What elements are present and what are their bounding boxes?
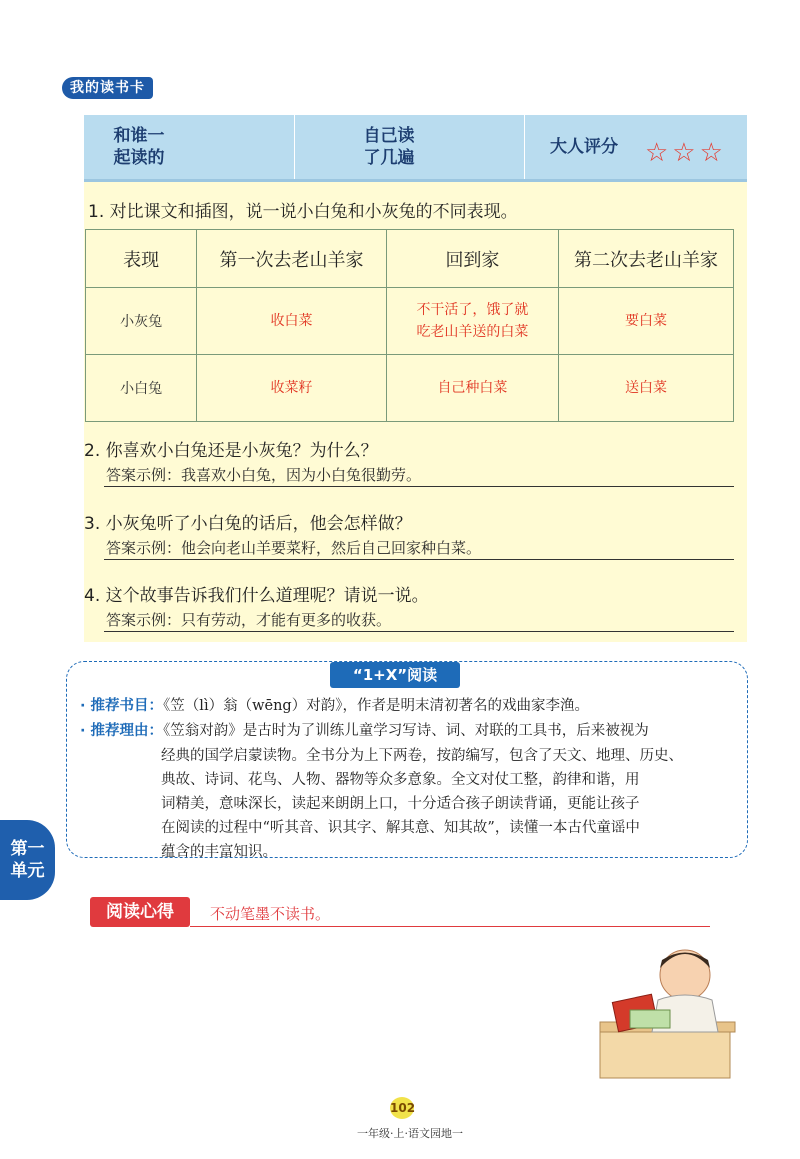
question-1: 1. 对比课文和插图，说一说小白兔和小灰兔的不同表现。 [88,202,518,222]
table-cell: 收白菜 [197,288,387,355]
reason-line [80,719,649,740]
table-cell: 送白菜 [559,355,734,422]
recommended-book [80,694,589,715]
row-label: 小灰兔 [86,288,197,355]
header-with-whom: 和谁一 起读的 [113,126,165,168]
reason-line: 词精美，意味深长，读起来朗朗上口，十分适合孩子朗读背诵，更能让孩子 [161,796,640,812]
book-label: · 推荐书目： [80,698,164,714]
answer-4: 答案示例：只有劳动，才能有更多的收获。 [106,611,392,629]
footer-caption: 一年级·上·语文园地一 [357,1127,463,1140]
table-header: 第一次去老山羊家 [197,230,387,288]
table-cell: 自己种白菜 [386,355,558,422]
rating-stars[interactable]: ☆☆☆ [645,138,727,168]
reading-notes-label: 阅读心得 [90,897,190,927]
table-header: 回到家 [386,230,558,288]
page-number: 102 [390,1097,414,1119]
answer-line [104,559,734,560]
table-cell: 收菜籽 [197,355,387,422]
row-label: 小白兔 [86,355,197,422]
desk-shape [600,1028,730,1078]
answer-line [104,486,734,487]
reading-card-badge: 我的读书卡 [62,77,153,99]
table-row [86,355,734,422]
answer-line [104,631,734,632]
table-header: 第二次去老山羊家 [559,230,734,288]
reason-line: 经典的国学启蒙读物。全书分为上下两卷，按韵编写，包含了天文、地理、历史、 [161,748,683,764]
table-cell: 要白菜 [559,288,734,355]
answer-2: 答案示例：我喜欢小白兔，因为小白兔很勤劳。 [106,466,422,484]
boy-reading-illustration [590,940,750,1080]
header-adult-rating: 大人评分 [550,137,618,157]
table-row [86,288,734,355]
header-times-read: 自己读 了几遍 [363,126,415,168]
book-text: 《笠（lì）翁（wēng）对韵》，作者是明末清初著名的戏曲家李渔。 [163,698,589,714]
recommended-reading-title: “1+X”阅读 [330,662,460,688]
question-3: 3. 小灰兔听了小白兔的话后，他会怎样做？ [84,514,412,534]
question-2: 2. 你喜欢小白兔还是小灰兔？为什么？ [84,441,378,461]
question-4: 4. 这个故事告诉我们什么道理呢？请说一说。 [84,586,429,606]
reading-notes-line [190,926,710,927]
reading-notes-text: 不动笔墨不读书。 [210,905,331,923]
comparison-table [85,229,734,422]
table-header: 表现 [86,230,197,288]
reason-line: 典故、诗词、花鸟、人物、器物等众多意象。全文对仗工整，韵律和谐，用 [161,772,640,788]
reason-line: 在阅读的过程中“听其音、识其字、解其意、知其故”，读懂一本古代童谣中 [161,820,640,836]
reason-label: · 推荐理由： [80,723,164,739]
table-header-row [86,230,734,288]
table-cell: 不干活了，饿了就 吃老山羊送的白菜 [386,288,558,355]
unit-tab: 第一 单元 [0,820,55,900]
answer-3: 答案示例：他会向老山羊要菜籽，然后自己回家种白菜。 [106,539,482,557]
reason-text: 《笠翁对韵》是古时为了训练儿童学习写诗、词、对联的工具书，后来被视为 [163,723,649,739]
reason-line: 蕴含的丰富知识。 [161,844,277,860]
